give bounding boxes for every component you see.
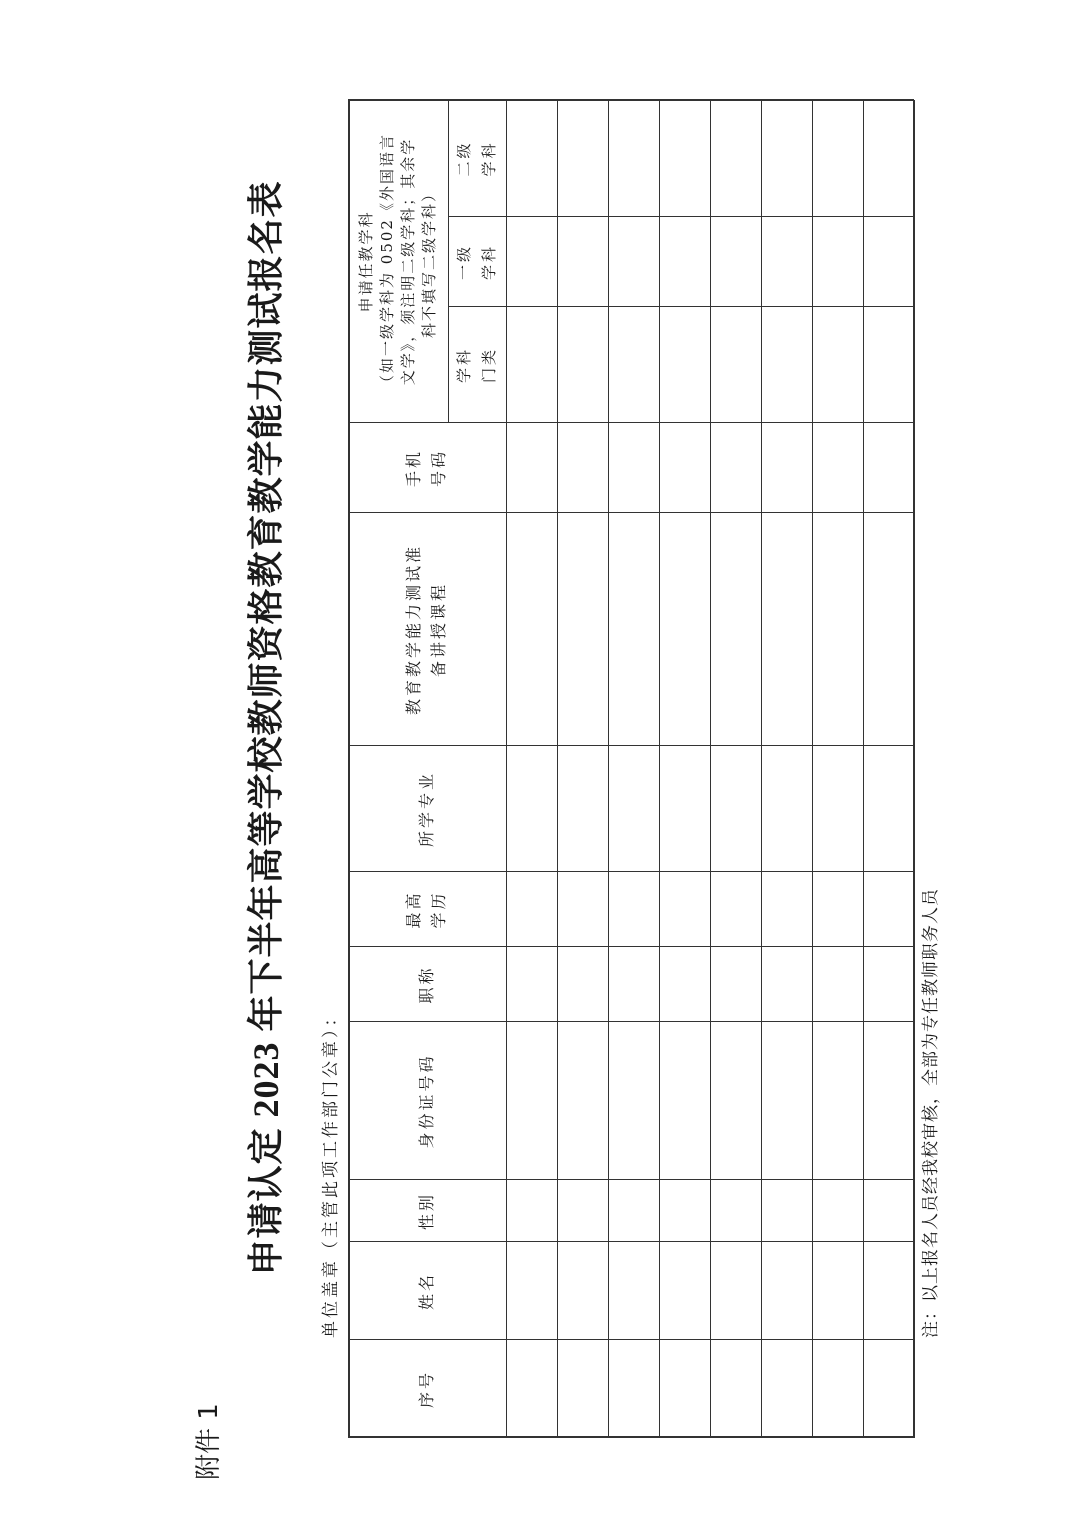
table-row <box>761 100 812 1438</box>
header-education-line2: 学历 <box>429 890 448 929</box>
header-title-rank <box>348 947 506 1022</box>
header-phone-line1: 手机 <box>404 449 424 488</box>
header-seq <box>348 1340 506 1438</box>
unit-stamp-line: 单位盖章（主管此项工作部门公章）： <box>321 1006 341 1338</box>
header-phone <box>348 423 506 513</box>
form-title: 申请认定 2023 年下半年高等学校教师资格教育教学能力测试报名表 <box>246 180 286 1276</box>
header-name <box>348 1242 506 1340</box>
header-gender <box>348 1180 506 1242</box>
header-subject <box>348 100 448 423</box>
header-subject-line3: 文学》，须注明二级学科；其余学 <box>399 137 417 386</box>
header-name-text: 姓名 <box>416 1272 436 1311</box>
header-subject-level2-line1: 二级 <box>454 140 473 177</box>
header-id-number-text: 身份证号码 <box>416 1053 436 1149</box>
table-row <box>506 100 557 1438</box>
table-row <box>863 100 914 1438</box>
table-row <box>659 100 710 1438</box>
header-subject-level2-line2: 学科 <box>480 140 498 177</box>
header-subject-level1-line1: 一级 <box>454 244 473 281</box>
header-major-text: 所学专业 <box>416 771 436 848</box>
header-course-line2: 备讲授课程 <box>429 582 448 678</box>
header-subject-level1 <box>448 217 506 307</box>
header-seq-text: 序号 <box>416 1370 436 1409</box>
header-subject-category-line2: 门类 <box>480 347 498 384</box>
header-subject-level1-line2: 学科 <box>480 244 498 281</box>
table-row <box>608 100 659 1438</box>
header-id-number <box>348 1022 506 1180</box>
header-education-line1: 最高 <box>404 890 424 929</box>
header-subject-level2 <box>448 100 506 217</box>
header-education <box>348 872 506 947</box>
header-subject-category <box>448 307 506 423</box>
footnote: 注：以上报名人员经我校审核，全部为专任教师职务人员 <box>921 888 941 1338</box>
subject-header-divider <box>448 100 449 423</box>
header-course-line1: 教育教学能力测试准 <box>404 544 424 716</box>
header-subject-category-line1: 学科 <box>454 347 473 384</box>
header-title-rank-text: 职称 <box>416 965 436 1004</box>
header-course <box>348 513 506 746</box>
table-row <box>710 100 761 1438</box>
header-subject-line1: 申请任教学科 <box>357 210 375 313</box>
header-subject-line4: 科不填写二级学科） <box>420 185 438 339</box>
table-row <box>812 100 863 1438</box>
attachment-label: 附件 1 <box>194 1403 224 1480</box>
table-border-top <box>348 100 350 1438</box>
header-major <box>348 746 506 872</box>
header-phone-line2: 号码 <box>429 449 448 488</box>
header-gender-text: 性别 <box>416 1192 436 1231</box>
table-row <box>557 100 608 1438</box>
header-subject-line2: （如一级学科为 0502《外国语言 <box>378 133 396 390</box>
